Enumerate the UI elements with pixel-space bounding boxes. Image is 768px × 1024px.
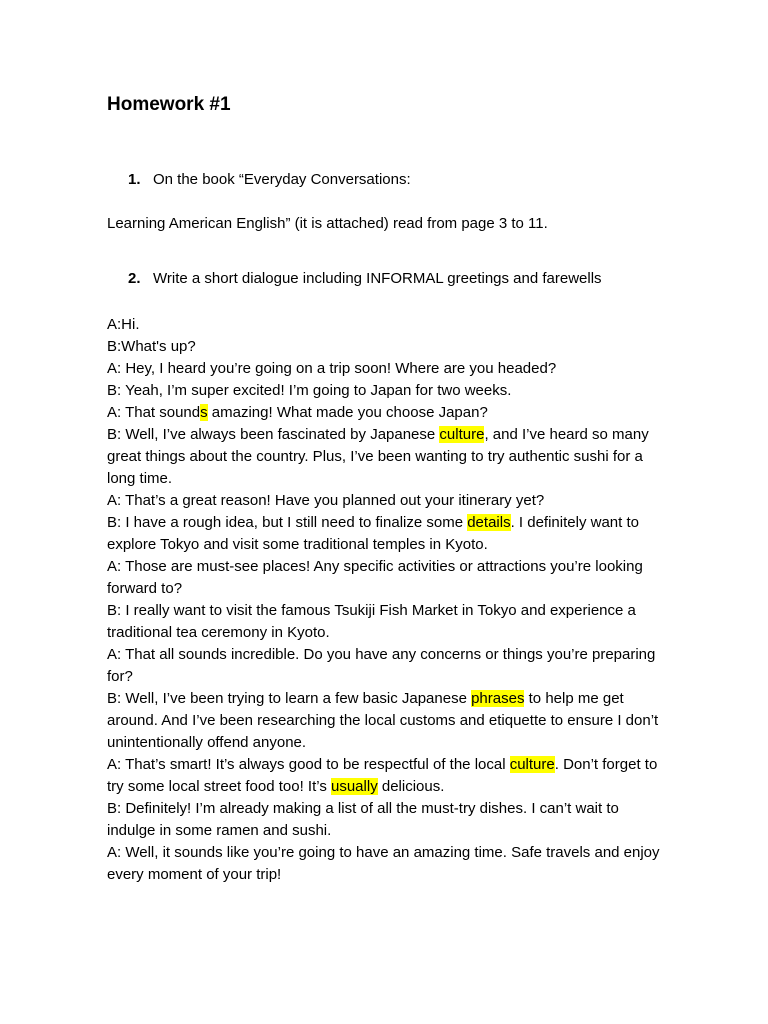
task-1-text: On the book “Everyday Conversations: xyxy=(153,171,411,188)
dialogue-text: A: That’s smart! It’s always good to be respectful of the local xyxy=(107,756,510,773)
dialogue-line xyxy=(107,314,667,336)
task-1 xyxy=(107,169,411,191)
dialogue-line xyxy=(107,424,667,490)
dialogue-line xyxy=(107,358,667,380)
dialogue-text: A: Those are must-see places! Any specific activities or attractions you’re looking forward to? xyxy=(107,558,643,597)
dialogue-line xyxy=(107,380,667,402)
dialogue-text: to help me get around. And I’ve been researching the local customs and etiquette to ensure I don’t unintentionally offend anyone. xyxy=(107,690,659,751)
dialogue-text: . I definitely want to explore Tokyo and visit some traditional temples in Kyoto. xyxy=(107,514,639,553)
dialogue-line xyxy=(107,644,667,688)
dialogue-line xyxy=(107,490,667,512)
dialogue-text: B: Yeah, I’m super excited! I’m going to Japan for two weeks. xyxy=(107,382,512,399)
dialogue-text: A: Well, it sounds like you’re going to have an amazing time. Safe travels and enjoy every moment of your trip! xyxy=(107,844,660,883)
dialogue-line xyxy=(107,336,667,358)
dialogue-line xyxy=(107,798,667,842)
dialogue-line xyxy=(107,556,667,600)
dialogue-text: A: That’s a great reason! Have you planned out your itinerary yet? xyxy=(107,492,545,509)
dialogue-text: B: I have a rough idea, but I still need to finalize some xyxy=(107,514,468,531)
dialogue-text: amazing! What made you choose Japan? xyxy=(207,404,488,421)
highlighted-word: usually xyxy=(331,778,378,795)
dialogue-text: B: Definitely! I’m already making a list of all the must-try dishes. I can’t wait to indulge in some ramen and sushi. xyxy=(107,800,619,839)
dialogue-line xyxy=(107,842,667,886)
task-2 xyxy=(107,268,602,290)
dialogue-text: B: Well, I’ve been trying to learn a few basic Japanese xyxy=(107,690,472,707)
dialogue-text: . Don’t forget to try some local street food too! It’s xyxy=(107,756,658,795)
dialogue-line xyxy=(107,600,667,644)
dialogue-text: delicious. xyxy=(377,778,445,795)
task-2-number: 2. xyxy=(128,270,141,287)
task-1-continuation: Learning American English” (it is attached) read from page 3 to 11. xyxy=(107,215,548,232)
highlighted-word: culture xyxy=(439,426,485,443)
dialogue-text: B: Well, I’ve always been fascinated by Japanese xyxy=(107,426,440,443)
dialogue-line xyxy=(107,402,667,424)
dialogue-text: , and I’ve heard so many great things about the country. Plus, I’ve been wanting to try authentic sushi for a long time. xyxy=(107,426,649,487)
dialogue-text: B: I really want to visit the famous Tsukiji Fish Market in Tokyo and experience a traditional tea ceremony in Kyoto. xyxy=(107,602,636,641)
dialogue-line xyxy=(107,512,667,556)
dialogue-line xyxy=(107,688,667,754)
highlighted-word: culture xyxy=(509,756,555,773)
dialogue-text: B:What's up? xyxy=(107,338,196,355)
dialogue-text: A: That sound xyxy=(107,404,201,421)
task-1-number: 1. xyxy=(128,171,141,188)
dialogue-text: A: That all sounds incredible. Do you have any concerns or things you’re preparing for? xyxy=(107,646,656,685)
highlighted-word: details xyxy=(467,514,511,531)
dialogue-line xyxy=(107,754,667,798)
page-title: Homework #1 xyxy=(107,94,231,115)
highlighted-word: phrases xyxy=(471,690,525,707)
task-2-text: Write a short dialogue including INFORMAL greetings and farewells xyxy=(153,270,602,287)
highlighted-word: s xyxy=(200,404,208,421)
dialogue-text: A:Hi. xyxy=(107,316,140,333)
dialogue-text: A: Hey, I heard you’re going on a trip soon! Where are you headed? xyxy=(107,360,557,377)
dialogue-body xyxy=(107,314,667,886)
